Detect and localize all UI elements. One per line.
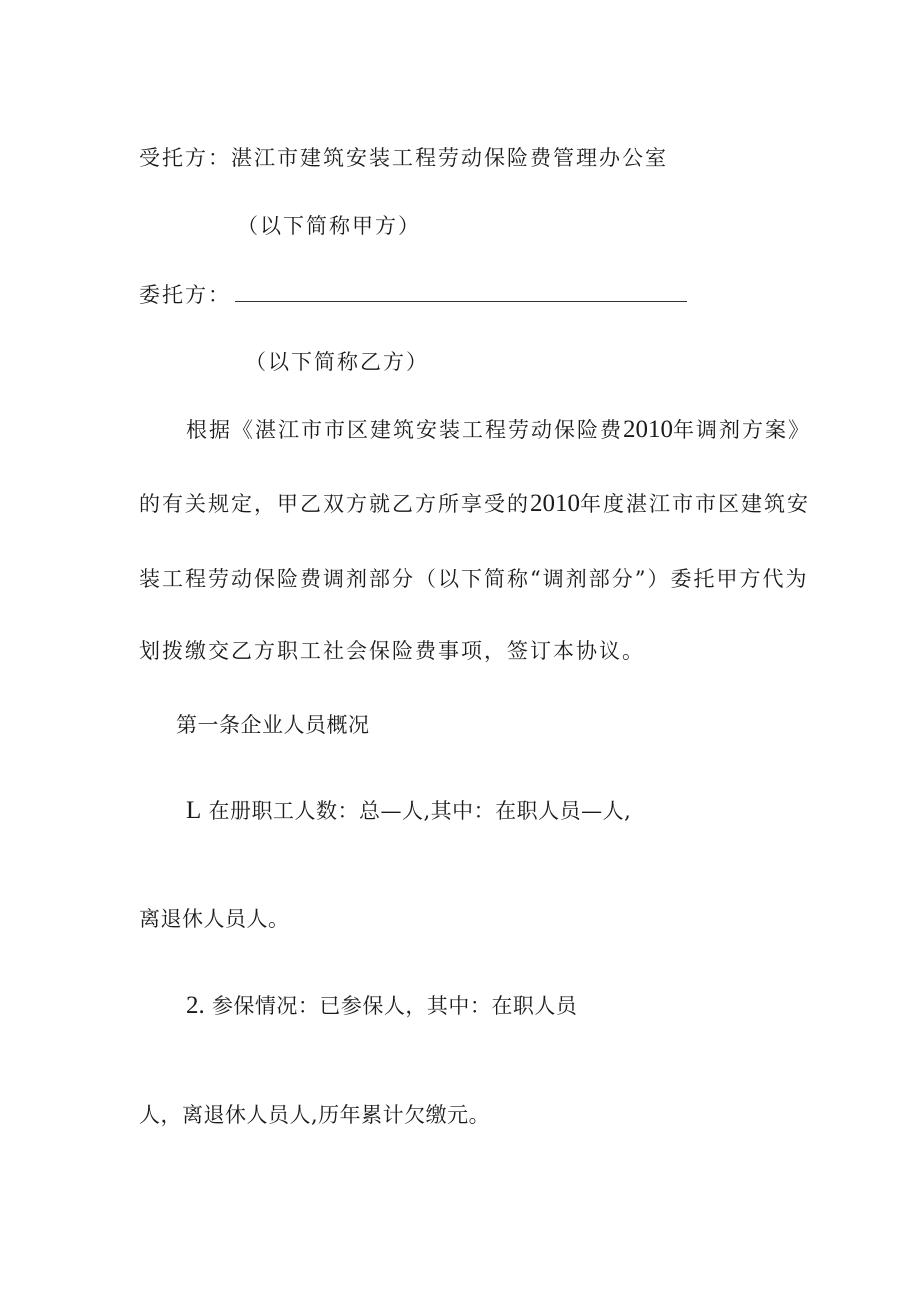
article-1-item-2-cont: 人，离退休人员人,历年累计欠缴元。 <box>139 1103 491 1127</box>
client-alias: （以下简称乙方） <box>245 350 429 374</box>
intro-line-1-year: 2010 <box>623 416 673 443</box>
trustee-line <box>139 148 668 169</box>
intro-line-2-b: 年度湛江市市区建筑安 <box>580 492 810 516</box>
article-1-item-2-number: 2. <box>186 992 205 1019</box>
client-name-blank[interactable] <box>235 285 687 302</box>
article-1-item-2 <box>186 993 577 1018</box>
article-1-item-1-cont: 离退休人员人。 <box>139 907 290 931</box>
intro-line-4: 划拨缴交乙方职工社会保险费事项，签订本协议。 <box>139 639 645 663</box>
intro-line-3: 装工程劳动保险费调剂部分（以下简称“调剂部分”）委托甲方代为 <box>139 567 809 591</box>
client-label: 委托方： <box>139 283 231 307</box>
article-1-item-2-text: 参保情况：已参保人，其中：在职人员 <box>211 994 578 1018</box>
trustee-name: 湛江市建筑安装工程劳动保险费管理办公室 <box>231 146 668 170</box>
intro-line-2-year: 2010 <box>530 490 580 517</box>
intro-line-2-a: 的有关规定，甲乙双方就乙方所享受的 <box>139 492 530 516</box>
article-1-item-1 <box>186 798 631 823</box>
intro-line-1 <box>186 417 811 442</box>
trustee-label: 受托方： <box>139 146 231 170</box>
article-1-item-1-number: L <box>186 797 202 824</box>
intro-line-1-a: 根据《湛江市市区建筑安装工程劳动保险费 <box>186 418 623 442</box>
trustee-alias: （以下简称甲方） <box>237 214 421 238</box>
intro-line-2 <box>139 491 810 516</box>
article-1-item-1-text: 在册职工人数：总—人,其中：在职人员—人, <box>208 799 632 823</box>
article-1-title: 第一条企业人员概况 <box>176 713 370 737</box>
intro-line-1-b: 年调剂方案》 <box>673 418 811 442</box>
client-line <box>139 285 687 306</box>
